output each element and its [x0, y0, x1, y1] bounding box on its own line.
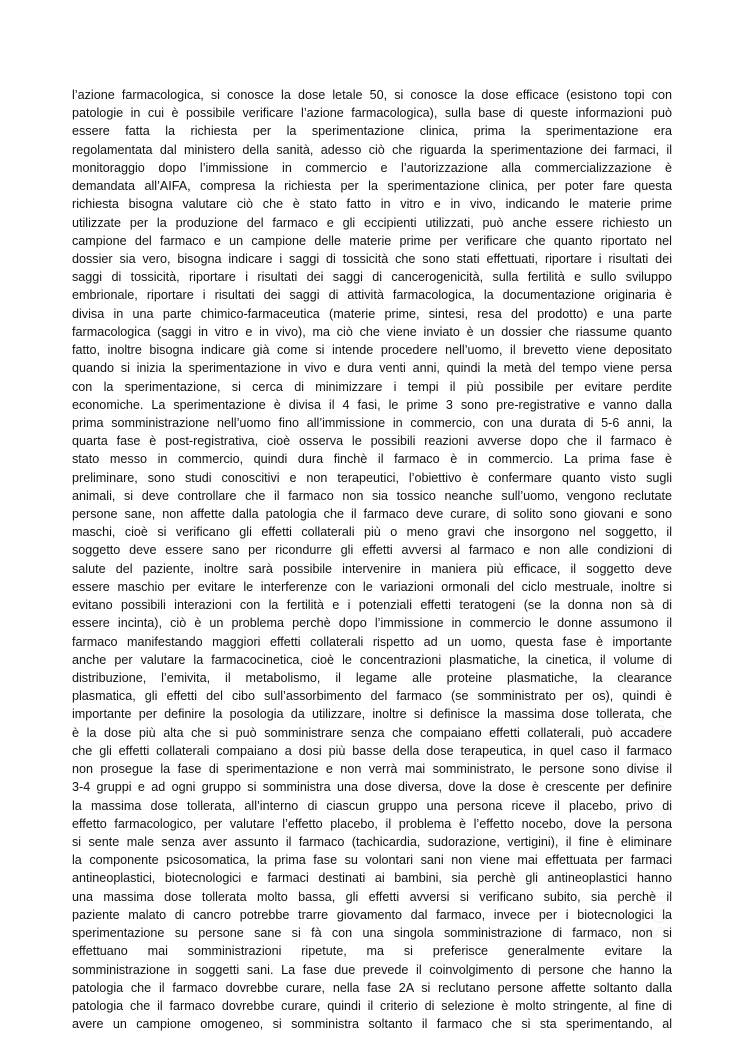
text-line: effettuano mai somministrazioni ripetute, ma si preferisce generalmente evitare la — [72, 944, 672, 959]
text-line: essere fatta la richiesta per la sperimentazione clinica, prima la sperimentazione era — [72, 124, 672, 139]
text-line: persone sane, non affette dalla patologia che il farmaco deve curare, di solito sono giovani e sono — [72, 507, 672, 522]
text-line: plasmatica, gli effetti del cibo sull’assorbimento del farmaco (se somministrato per os), quindi è — [72, 689, 672, 704]
text-line: richiesta bisogna valutare ciò che è stato fatto in vitro e in vivo, indicando le materie prime — [72, 197, 672, 212]
text-line: non prosegue la fase di sperimentazione e non verrà mai somministrato, le persone sono divise il — [72, 762, 672, 777]
text-line: avere un campione omogeneo, si somministra soltanto il farmaco che si sta sperimentando, al — [72, 1017, 672, 1032]
text-line: paziente malato di cancro potrebbe trarre giovamento dal farmaco, invece per i biotecnologici la — [72, 907, 672, 922]
text-line: la massima dose tollerata, all’interno di ciascun gruppo una persona riceve il placebo, privo di — [72, 798, 672, 813]
text-line: maschi, cioè si verificano gli effetti collaterali più o meno gravi che insorgono nel soggetto, il — [72, 525, 672, 540]
watermark — [625, 540, 645, 940]
text-line: stato messo in commercio, quindi dura finchè il farmaco è in commercio. La prima fase è — [72, 452, 672, 467]
text-line: preliminare, sono studi conoscitivi e non terapeutici, l’obiettivo è confermare quanto visto sugli — [72, 470, 672, 485]
text-line: quando si inizia la sperimentazione in vivo e dura venti anni, quindi la metà del tempo viene persa — [72, 361, 672, 376]
text-line: è la dose più alta che si può somministrare senza che compaiano effetti collaterali, può accadere — [72, 725, 672, 740]
text-line: patologie in cui è possibile verificare l’azione farmacologica), sulla base di queste informazioni può — [72, 106, 672, 121]
text-line: quarta fase è post-registrativa, cioè osserva le possibili reazioni avverse dopo che il farmaco è — [72, 434, 672, 449]
text-line: essere incinta), ciò è un problema perchè dopo l’immissione in commercio le donne assumono il — [72, 616, 672, 631]
body-text — [72, 86, 672, 1033]
text-line: saggi di tossicità, riportare i risultati dei saggi di cancerogenicità, sulla fertilità e sullo sviluppo — [72, 270, 672, 285]
text-line: fatto, inoltre bisogna indicare già come si intende procedere nell’uomo, il brevetto viene depositato — [72, 343, 672, 358]
text-line: farmaco manifestando maggiori effetti collaterali rispetto ad un uomo, questa fase è importante — [72, 634, 672, 649]
text-line: importante per definire la posologia da utilizzare, inoltre si definisce la massima dose tollerata, che — [72, 707, 672, 722]
text-line: campione del farmaco e un campione delle materie prime per verificare che quanto riportato nel — [72, 233, 672, 248]
text-line: animali, si deve controllare che il farmaco non sia tossico neanche sull’uomo, vengono reclutate — [72, 488, 672, 503]
text-line: dossier sia vero, bisogna indicare i saggi di tossicità che sono stati effettuati, riportare i risultati dei — [72, 251, 672, 266]
text-line: evitano possibili interazioni con la fertilità e i potenziali effetti teratogeni (se la donna non sà di — [72, 598, 672, 613]
text-line: prima somministrazione nell’uomo fino all’immissione in commercio, con una durata di 5-6 anni, la — [72, 415, 672, 430]
text-line: divisa in una parte chimico-farmaceutica (materie prime, sintesi, resa del prodotto) e una parte — [72, 306, 672, 321]
text-line: embrionale, riportare i risultati dei saggi di attività farmacologica, la documentazione originaria è — [72, 288, 672, 303]
text-line: l’azione farmacologica, si conosce la dose letale 50, si conosce la dose efficace (esistono topi con — [72, 88, 672, 102]
text-line: effetto farmacologico, per valutare l’effetto placebo, il problema è l’effetto nocebo, dove la persona — [72, 816, 672, 831]
text-line: soggetto deve essere sano per ricondurre gli effetti avversi al farmaco e non alle condizioni di — [72, 543, 672, 558]
text-line: con la sperimentazione, si cerca di minimizzare i tempi il più possibile per evitare perdite — [72, 379, 672, 394]
text-line: 3-4 gruppi e ad ogni gruppo si somministra una dose diversa, dove la dose è crescente per definire — [72, 780, 672, 795]
text-line: utilizzate per la produzione del farmaco e gli eccipienti utilizzati, può anche essere richiesto un — [72, 215, 672, 230]
text-line: somministrazione in soggetti sani. La fase due prevede il coinvolgimento di persone che hanno la — [72, 962, 672, 977]
text-line: anche per valutare la farmacocinetica, cioè le concentrazioni plasmatiche, la cinetica, il volume di — [72, 652, 672, 667]
watermark-text — [645, 710, 671, 940]
text-line: una massima dose tollerata molto bassa, gli effetti avversi si verificano subito, sia perchè il — [72, 889, 672, 904]
text-line: distribuzione, l’emivita, il metabolismo, il legame alle proteine plasmatiche, la clearance — [72, 671, 672, 685]
text-line: antineoplastici, biotecnologici e farmaci destinati ai bambini, sia perchè gli antineoplastici hanno — [72, 871, 672, 886]
text-line: sperimentazione su persone sane si fà con una singola somministrazione di farmaco, non si — [72, 926, 672, 941]
text-line: salute del paziente, inoltre sarà possibile intervenire in maniera più efficace, il soggetto deve — [72, 561, 672, 576]
text-line: essere maschio per evitare le interferenze con le variazioni ormonali del ciclo mestruale, inoltre si — [72, 579, 672, 594]
text-line: economiche. La sperimentazione è divisa il 4 fasi, le prime 3 sono pre-registrative e vanno dalla — [72, 397, 672, 412]
text-line: regolamentata dal ministero della sanità, adesso ciò che riguarda la sperimentazione dei farmaci, il — [72, 142, 672, 157]
text-line: si sente male senza aver assunto il farmaco (tachicardia, sudorazione, vertigini), il fine è eliminare — [72, 834, 672, 849]
text-line: la componente psicosomatica, la prima fase su volontari sani non viene mai effettuata per farmaci — [72, 853, 672, 868]
text-line: patologia che il farmaco dovrebbe curare, nella fase 2A si reclutano persone affette soltanto dalla — [72, 980, 672, 995]
text-line: che gli effetti collaterali compaiano a dosi più basse della dose terapeutica, in quel caso il farmaco — [72, 743, 672, 758]
text-line: demandata all’AIFA, compresa la richiesta per la sperimentazione clinica, per poter fare questa — [72, 179, 672, 194]
text-line: patologia che il farmaco dovrebbe curare, quindi il criterio di selezione è molto stringente, al fine di — [72, 998, 672, 1013]
text-line: farmacologica (saggi in vitro e in vivo), ma ciò che viene inviato è un dossier che riassume quanto — [72, 324, 672, 339]
text-line: monitoraggio dopo l’immissione in commercio e l’autorizzazione alla commercializzazione è — [72, 160, 672, 175]
